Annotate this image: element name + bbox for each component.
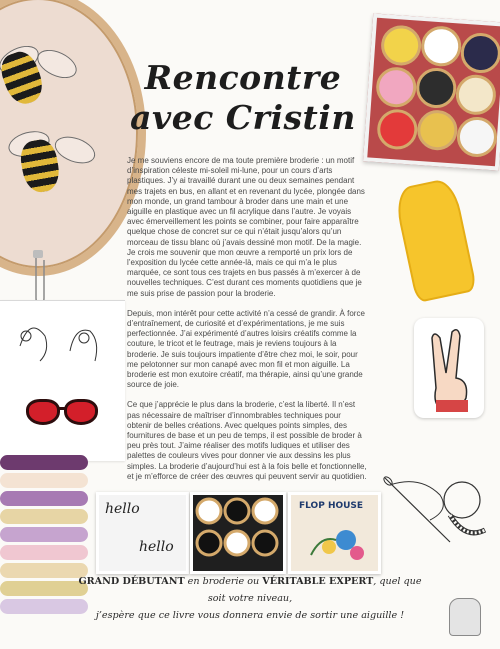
needle-and-tape-icon xyxy=(380,470,490,550)
closing-caption xyxy=(70,573,430,624)
heart-glasses-left-icon xyxy=(26,399,60,425)
thread-skein xyxy=(0,545,88,560)
thimble-icon xyxy=(449,598,481,636)
mini-hoop xyxy=(420,25,463,68)
flop-house-hoop-photo xyxy=(288,492,381,574)
ok-hand-drawing-icon xyxy=(0,306,125,376)
peace-hand-icon xyxy=(414,318,484,418)
paragraph-3: Ce que j’apprécie le plus dans la broderie, c’est la liberté. Il n’est pas nécessaire de maîtriser d’innombrables techniques pour obtenir de belles créations. Avec quelques points simples, des fournitures de base et un peu de temps, il est possible de broder à peu près tout. J’aime réaliser des motifs ludiques et utiliser des palettes de couleurs vives pour donner vie aux dessins les plus simples. La broderie d’aujourd’hui est à la fois belle et fonctionnelle, et je m’efforce de créer des œuvres qui peuvent servir au quotidien. xyxy=(127,400,367,481)
glasses-bridge xyxy=(58,407,66,410)
hello-hoops-photo xyxy=(96,492,189,574)
caption-tail: , quel que soit votre niveau, xyxy=(207,576,422,604)
mini-hoop xyxy=(416,109,459,152)
mini-hoop xyxy=(380,24,423,67)
hello-embroidery-text: hello xyxy=(139,539,174,555)
paragraph-1: Je me souviens encore de ma toute première broderie : un motif d’inspiration céleste mi-soleil mi-lune, pour un cours d’arts plastiques. J’y ai travaillé durant une ou deux semaines pendant mes trajets en bus, en allant et en revenant du lycée, plongée dans mon monde, un grand tambour à broder dans une main et une aiguille en plastique avec un fil acrylique dans l’autre. Je voyais avec émerveillement les points se combiner, pour faire apparaître quelque chose de concret sur ce qui n’était jusqu’alors qu’un morceau de tissu blanc où j’avais dessiné mon motif. De la magie. Je crois me souvenir que mon œuvre a remporté un prix lors de l’exposition du lycée cette année-là, mais ce qui m’a le plus marquée, ce sont tous ces trajets en bus passés à m’exercer à de nouvelles techniques. C’est durant ces moments quotidiens que je me suis prise de passion pour la broderie. xyxy=(127,156,365,298)
hello-embroidery-text: hello xyxy=(105,501,140,517)
paragraph-2: Depuis, mon intérêt pour cette activité n’a cessé de grandir. À force d’entraînement, de curiosité et d’expérimentations, je me suis perfectionnée. J’ai expérimenté d’autres loisirs créatifs comme la couture, le tricot et le feutrage, mais je reviens toujours à la broderie. Je suis toujours impatiente d’être chez moi, le soir, pour me pelotonner sur mon canapé avec mon fil et mon aiguille. La broderie est mon exutoire créatif, ma thérapie, ainsi qu’une grande source de joie. xyxy=(127,308,365,390)
thread-skein xyxy=(0,527,88,542)
flop-house-text: FLOP HOUSE xyxy=(299,501,364,511)
mini-hoop xyxy=(375,66,418,109)
title-line-1: Rencontre xyxy=(144,58,342,97)
mini-hoop xyxy=(376,108,419,151)
thread-skein xyxy=(0,491,88,506)
pattern-hoops-icon xyxy=(193,495,283,571)
mini-hoop xyxy=(459,32,500,75)
article-body xyxy=(127,156,367,492)
caption-line-2: j’espère que ce livre vous donnera envie de sortir une aiguille ! xyxy=(95,610,405,621)
title-line-2: avec Cristin xyxy=(130,98,356,137)
caption-expert: VÉRITABLE EXPERT xyxy=(262,576,374,587)
embroidered-fabric xyxy=(0,300,125,461)
heart-glasses-right-icon xyxy=(64,399,98,425)
patterned-hoops-photo xyxy=(190,492,286,574)
mini-hoop xyxy=(456,116,499,159)
safety-pin-icon xyxy=(30,248,50,308)
peace-hand-patch-white xyxy=(414,318,484,418)
caption-line-1 xyxy=(70,573,430,607)
page-title xyxy=(128,58,358,138)
caption-beginner: GRAND DÉBUTANT xyxy=(78,576,185,587)
caption-mid: en broderie ou xyxy=(184,576,263,587)
flowers-icon xyxy=(291,495,378,571)
mini-hoop xyxy=(455,73,498,116)
thread-skein xyxy=(0,473,88,488)
mini-hoop xyxy=(415,67,458,110)
mini-hoops-photo xyxy=(363,13,500,170)
thread-skein xyxy=(0,455,88,470)
peace-hand-patch-yellow xyxy=(393,177,478,303)
embroidery-threads xyxy=(0,455,80,630)
thread-skein xyxy=(0,509,88,524)
